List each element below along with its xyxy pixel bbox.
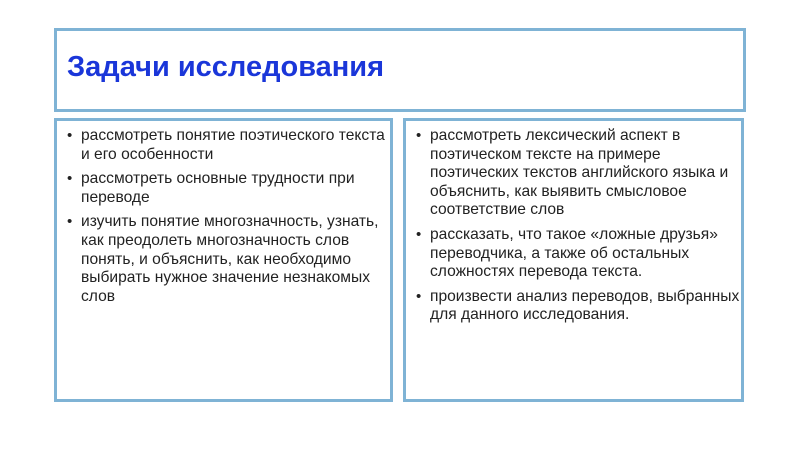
right-task-column <box>403 118 744 402</box>
bullet-dot-icon: • <box>416 287 422 305</box>
task-text: рассмотреть понятие поэтического текста и его особенности <box>81 127 385 163</box>
task-text: рассмотреть лексический аспект в поэтическом тексте на примере поэтических текстов английского языка и объяснить, как выявить смысловое соответствие слов <box>430 127 729 219</box>
task-text: рассмотреть основные трудности при переводе <box>81 170 355 206</box>
task-item <box>414 127 741 220</box>
task-text: произвести анализ переводов, выбранных для данного исследования. <box>430 287 740 324</box>
bullet-dot-icon: • <box>67 127 73 144</box>
title-box <box>54 28 746 112</box>
task-item <box>65 127 390 164</box>
task-item <box>65 213 390 306</box>
bullet-dot-icon: • <box>67 170 73 188</box>
bullet-dot-icon: • <box>67 213 73 231</box>
task-text: рассказать, что такое «ложные друзья» переводчика, а также об остальных сложностях перевода текста. <box>430 225 718 281</box>
left-task-list <box>57 121 390 306</box>
task-item <box>414 288 741 325</box>
slide-title: Задачи исследования <box>67 51 385 83</box>
task-text: изучить понятие многозначность, узнать, как преодолеть многозначность слов понять, и объяснить, как необходимо выбирать нужное значение незнакомых слов <box>81 213 379 305</box>
task-item <box>65 170 390 207</box>
left-task-column <box>54 118 393 402</box>
right-task-list <box>406 121 741 325</box>
bullet-dot-icon: • <box>416 225 422 243</box>
bullet-dot-icon: • <box>416 127 422 144</box>
task-item <box>414 226 741 282</box>
